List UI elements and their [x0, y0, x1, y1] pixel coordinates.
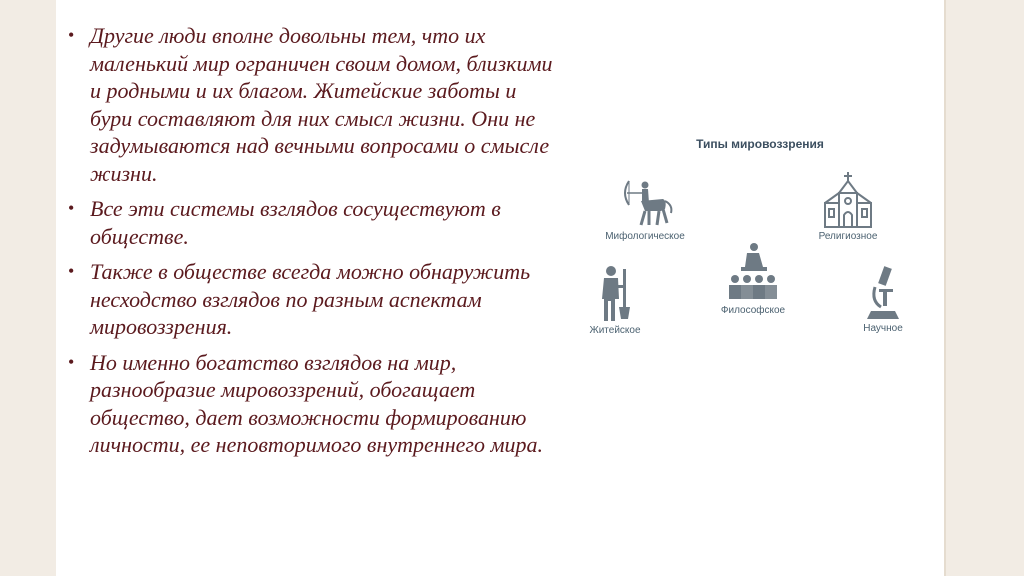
bullet-item	[64, 258, 564, 341]
figure-label: Мифологическое	[605, 231, 685, 242]
bullet-text: Другие люди вполне довольны тем, что их маленький мир ограничен своим домом, близкими и родными и их благом. Житейские заботы и бури составляют для них смысл жизни. Они не задумываются над вечными вопросами о смысле жизни.	[90, 23, 553, 186]
figure-item-everyday	[580, 265, 650, 336]
bullet-text: Также в обществе всегда можно обнаружить несходство взглядов по разным аспектам мировоззрения.	[90, 259, 531, 339]
figure-label: Научное	[863, 323, 903, 334]
bullet-marker: •	[68, 25, 75, 45]
microscope-icon	[863, 265, 903, 321]
figure-label: Религиозное	[818, 231, 878, 242]
figure-label: Житейское	[589, 325, 641, 336]
bullet-marker: •	[68, 261, 75, 281]
bullet-item	[64, 349, 564, 459]
bullet-marker: •	[68, 351, 75, 372]
church-icon	[821, 171, 875, 229]
figure-item-mythological	[600, 177, 690, 242]
figure-label: Философское	[720, 305, 786, 316]
figure-item-religious	[808, 171, 888, 242]
figure-title: Типы мировоззрения	[696, 137, 824, 151]
worker-shovel-icon	[595, 265, 635, 323]
bullet-list	[64, 22, 564, 467]
worldview-types-figure	[580, 125, 940, 345]
bullet-text: Но именно богатство взглядов на мир, разнообразие мировоззрений, обогащает общество, дает возможности формированию личности, ее неповторимого внутреннего мира.	[90, 349, 544, 457]
bullet-text: Все эти системы взглядов сосуществуют в обществе.	[90, 196, 501, 249]
slide-left-frame	[0, 0, 56, 576]
figure-item-scientific	[848, 265, 918, 334]
bullet-marker: •	[68, 198, 75, 218]
thinker-audience-icon	[723, 241, 783, 303]
bullet-item	[64, 22, 564, 187]
centaur-archer-icon	[615, 177, 675, 229]
figure-item-philosophical	[708, 241, 798, 316]
bullet-item	[64, 195, 564, 250]
slide-right-frame	[944, 0, 1024, 576]
